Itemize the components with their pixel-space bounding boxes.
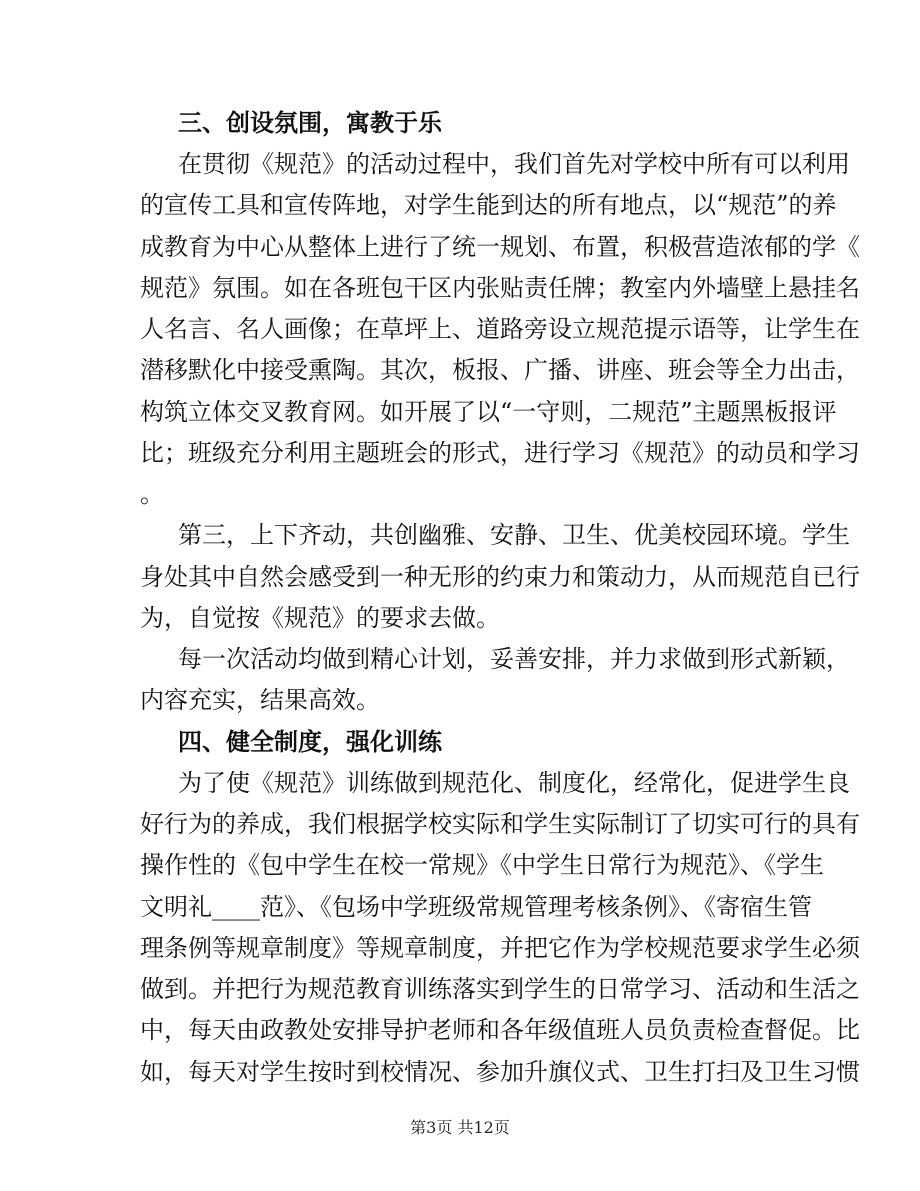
paragraph-line: 文明礼____范》、《包场中学班级常规管理考核条例》、《寄宿生管: [140, 893, 812, 921]
paragraph-line: 。: [140, 480, 164, 508]
paragraph-line: 人名言、名人画像；在草坪上、道路旁设立规范提示语等，让学生在: [140, 315, 860, 343]
paragraph-line: 身处其中自然会感受到一种无形的约束力和策动力，从而规范自已行: [140, 563, 860, 591]
paragraph-line: 操作性的《包中学生在校一常规》《中学生日常行为规范》、《学生: [140, 851, 824, 879]
paragraph-line: 第三，上下齐动，共创幽雅、安静、卫生、优美校园环境。学生: [178, 521, 850, 549]
section-heading-4: 四、健全制度，强化训练: [178, 728, 442, 756]
paragraph-line: 为，自觉按《规范》的要求去做。: [140, 604, 500, 632]
section-heading-3: 三、创设氛围，寓教于乐: [178, 109, 442, 137]
paragraph-line: 在贯彻《规范》的活动过程中，我们首先对学校中所有可以利用: [178, 150, 850, 178]
paragraph-line: 中，每天由政教处安排导护老师和各年级值班人员负责检查督促。比: [140, 1016, 860, 1044]
paragraph-line: 构筑立体交叉教育网。如开展了以“一守则，二规范”主题黑板报评: [140, 398, 837, 426]
paragraph-line: 潜移默化中接受熏陶。其次，板报、广播、讲座、班会等全力出击，: [140, 356, 860, 384]
paragraph-line: 成教育为中心从整体上进行了统一规划、布置，积极营造浓郁的学《: [140, 233, 860, 261]
paragraph-line: 的宣传工具和宣传阵地，对学生能到达的所有地点，以“规范”的养: [140, 191, 837, 219]
paragraph-line: 为了使《规范》训练做到规范化、制度化，经常化，促进学生良: [178, 769, 850, 797]
paragraph-line: 规范》氛围。如在各班包干区内张贴责任牌；教室内外墙壁上悬挂名: [140, 274, 860, 302]
paragraph-line: 每一次活动均做到精心计划，妥善安排，并力求做到形式新颖，: [178, 645, 850, 673]
paragraph-line: 好行为的养成，我们根据学校实际和学生实际制订了切实可行的具有: [140, 810, 860, 838]
paragraph-line: 比；班级充分利用主题班会的形式，进行学习《规范》的动员和学习: [140, 439, 860, 467]
paragraph-line: 如，每天对学生按时到校情况、参加升旗仪式、卫生打扫及卫生习惯: [140, 1058, 860, 1086]
paragraph-line: 内容充实，结果高效。: [140, 686, 380, 714]
paragraph-line: 做到。并把行为规范教育训练落实到学生的日常学习、活动和生活之: [140, 975, 860, 1003]
paragraph-line: 理条例等规章制度》等规章制度，并把它作为学校规范要求学生必须: [140, 934, 860, 962]
page-number-footer: 第3页 共12页: [410, 1118, 510, 1137]
